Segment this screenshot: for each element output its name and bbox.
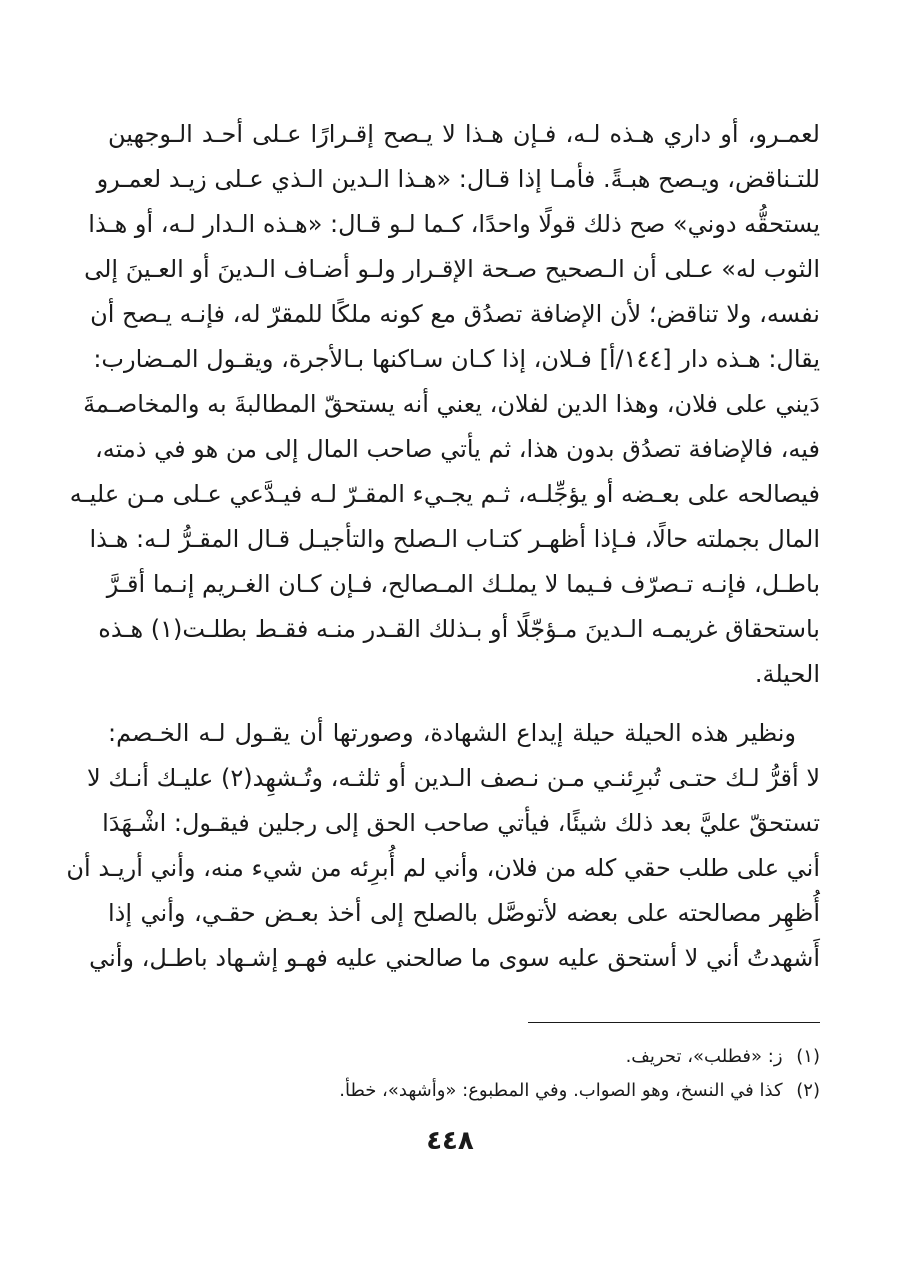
text-line: المال بجملته حالًا، فـإذا أظهـر كتـاب الـصلح والتأجيـل قـال المقـرُّ لـه: هـذا [89,525,820,553]
text-line: فيه، فالإضافة تصدُق بدون هذا، ثم يأتي صاحب المال إلى من هو في ذمته، [95,435,820,463]
text-line: يستحقُّه دوني» صح ذلك قولًا واحدًا، كـما لـو قـال: «هـذه الـدار لـه، أو هـذا [88,210,820,238]
paragraph-1 [69,112,820,697]
footnote-text: كذا في النسخ، وهو الصواب. وفي المطبوع: «وأشهد»، خطأ. [339,1080,783,1101]
text-line: لعمـرو، أو داري هـذه لـه، فـإن هـذا لا يـصح إقـرارًا عـلى أحـد الـوجهين [108,120,820,148]
text-line: أَشهدتُ أني لا أستحق عليه سوى ما صالحني عليه فهـو إشـهاد باطـل، وأني [89,944,820,972]
text-line: أني على طلب حقي كله من فلان، وأني لم أُبرِئه من شيء منه، وأني أريـد أن [66,854,820,882]
separator-line [528,1022,820,1023]
text-line: ونظير هذه الحيلة حيلة إيداع الشهادة، وصورتها أن يقـول لـه الخـصم: [108,719,796,747]
footnotes [108,1040,820,1108]
footnote-text: ز: «فطلب»، تحريف. [625,1046,783,1067]
text-line: الحيلة. [754,660,820,688]
text-line: يقال: هـذه دار [١٤٤/أ] فـلان، إذا كـان سـاكنها بـالأجرة، ويقـول المـضارب: [93,345,820,373]
text-line: باستحقاق غريمـه الـدينَ مـؤجّلًا أو بـذلك القـدر منـه فقـط بطلـت(١) هـذه [98,615,820,643]
text-line: لا أقرُّ لـك حتـى تُبرِئنـي مـن نـصف الـدين أو ثلثـه، وتُـشهِد(٢) عليـك أنـك لا [87,764,820,792]
footnote-number: (١) [796,1046,820,1067]
text-line: للتـناقض، ويـصح هبـةً. فأمـا إذا قـال: «هـذا الـدين الـذي عـلى زيـد لعمـرو [96,165,820,193]
text-line: باطـل، فإنـه تـصرّف فـيما لا يملـك المـصالح، فـإن كـان الغـريم إنـما أقـرَّ [106,570,820,598]
text-line: الثوب له» عـلى أن الـصحيح صـحة الإقـرار ولـو أضـاف الـدينَ أو العـينَ إلى [84,255,820,283]
text-line: دَيني على فلان، وهذا الدين لفلان، يعني أنه يستحقّ المطالبةَ به والمخاصـمةَ [83,390,820,418]
footnote-2 [108,1074,820,1108]
footnote-1 [108,1040,820,1074]
text-line: أُظهِر مصالحته على بعضه لأتوصَّل بالصلح إلى أخذ بعـض حقـي، وأني إذا [108,899,820,927]
page-body [66,112,820,981]
paragraph-2 [66,711,820,981]
paragraph-gap [108,697,820,711]
text-line: نفسه، ولا تناقض؛ لأن الإضافة تصدُق مع كونه ملكًا للمقرّ له، فإنـه يـصح أن [90,300,820,328]
page-number: ٤٤٨ [426,1126,474,1156]
text-line: تستحقّ عليَّ بعد ذلك شيئًا، فيأتي صاحب الحق إلى رجلين فيقـول: اشْـهَدَا [102,809,820,837]
footnote-number: (٢) [796,1080,820,1101]
text-line: فيصالحه على بعـضه أو يؤجِّلـه، ثـم يجـيء المقـرّ لـه فيـدَّعي عـلى مـن عليـه [69,480,820,508]
